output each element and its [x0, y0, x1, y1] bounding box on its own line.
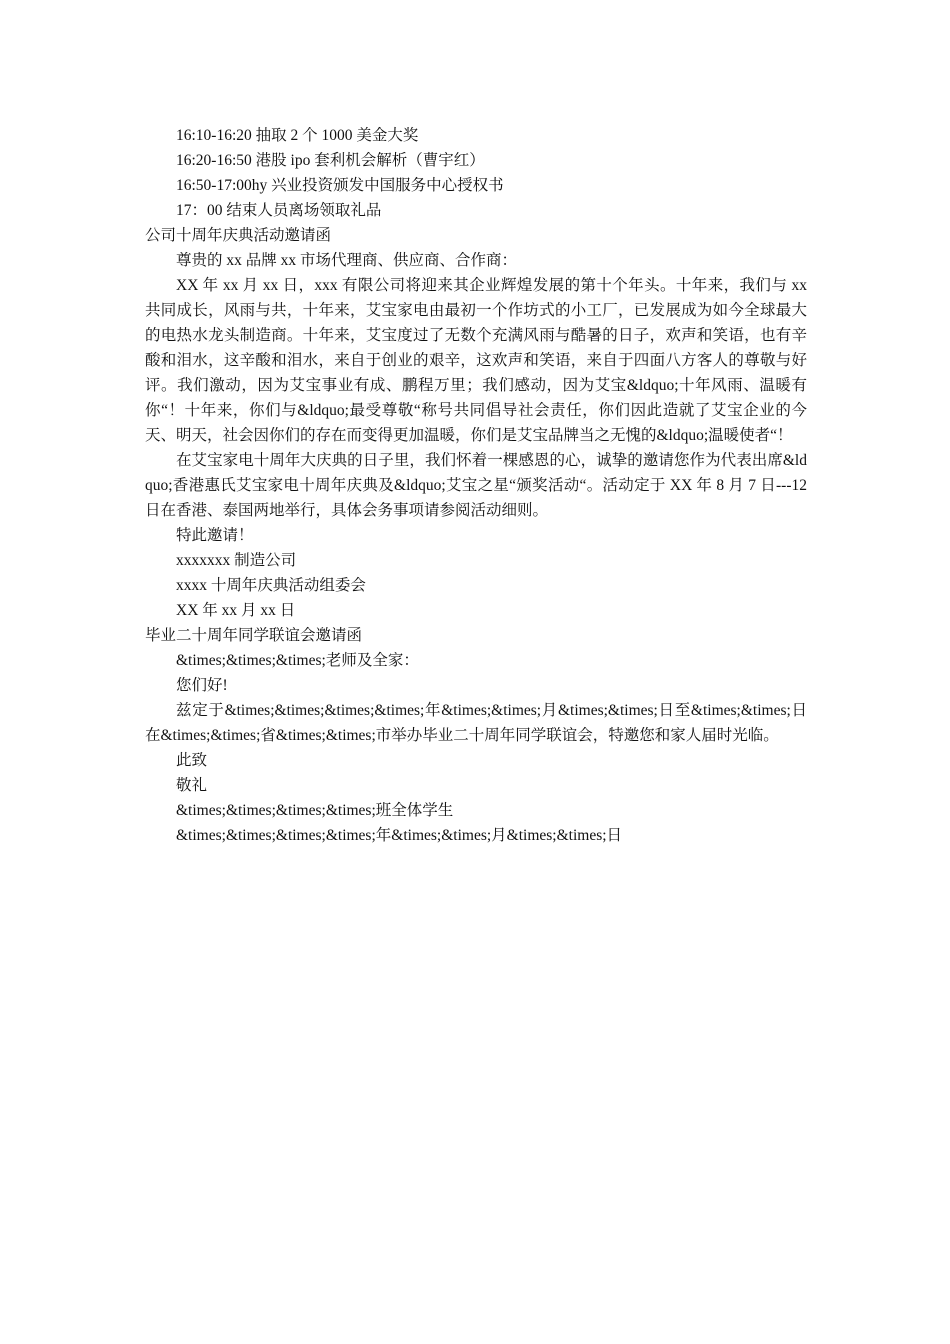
letter2-closing: 敬礼 [176, 777, 208, 794]
letter1-signer: xxxx 十周年庆典活动组委会 [176, 577, 366, 594]
letter2-salutation: &times;&times;&times;老师及全家： [176, 652, 419, 669]
schedule-item: 16:10-16:20 抽取 2 个 1000 美金大奖 [176, 127, 419, 144]
letter1-salutation: 尊贵的 xx 品牌 xx 市场代理商、供应商、合作商： [176, 252, 518, 269]
letter1-signer: xxxxxxx 制造公司 [176, 552, 297, 569]
letter2-title: 毕业二十周年同学联谊会邀请函 [145, 627, 363, 644]
schedule-item: 17：00 结束人员离场领取礼品 [176, 202, 382, 219]
letter1-date: XX 年 xx 月 xx 日 [176, 602, 296, 619]
letter1-paragraph: XX 年 xx 月 xx 日，xxx 有限公司将迎来其企业辉煌发展的第十个年头。十年来，我们与 xx 共同成长，风雨与共，十年来，艾宝家电由最初一个作坊式的小工厂，已发展成为如今全球最大的电热水龙头制造商。十年来，艾宝度过了无数个充满风雨与酷暑的日子，欢声和笑语，也有辛酸和泪水，这辛酸和泪水，来自于创业的艰辛，这欢声和笑语，来自于四面八方客人的尊敬与好评。我们激动，因为艾宝事业有成、鹏程万里；我们感动，因为艾宝&ldquo;十年风雨、温暖有你“！十年来，你们与&ldquo;最受尊敬“称号共同倡导社会责任，你们因此造就了艾宝企业的今天、明天，社会因你们的存在而变得更加温暖，你们是艾宝品牌当之无愧的&ldquo;温暖使者“！ [145, 277, 807, 444]
letter2-paragraph: 兹定于&times;&times;&times;&times;年&times;&times;月&times;&times;日至&times;&times;日在&times;&times;省&times;&times;市举办毕业二十周年同学联谊会，特邀您和家人届时光临。 [145, 702, 807, 744]
letter2-date: &times;&times;&times;&times;年&times;&times;月&times;&times;日 [176, 827, 623, 844]
letter1-title: 公司十周年庆典活动邀请函 [145, 227, 332, 244]
letter2-closing: 此致 [176, 752, 208, 769]
letter1-closing: 特此邀请！ [176, 527, 254, 544]
letter2-greeting: 您们好! [176, 677, 228, 694]
letter1-paragraph: 在艾宝家电十周年大庆典的日子里，我们怀着一棵感恩的心，诚挚的邀请您作为代表出席&ldquo;香港惠氏艾宝家电十周年庆典及&ldquo;艾宝之星“颁奖活动“。活动定于 XX 年 8 月 7 日---12 日在香港、泰国两地举行，具体会务事项请参阅活动细则。 [145, 452, 807, 519]
document-page [145, 123, 807, 848]
schedule-item: 16:50-17:00hy 兴业投资颁发中国服务中心授权书 [176, 177, 504, 194]
letter2-signer: &times;&times;&times;&times;班全体学生 [176, 802, 454, 819]
schedule-item: 16:20-16:50 港股 ipo 套利机会解析（曹宇红） [176, 152, 485, 169]
